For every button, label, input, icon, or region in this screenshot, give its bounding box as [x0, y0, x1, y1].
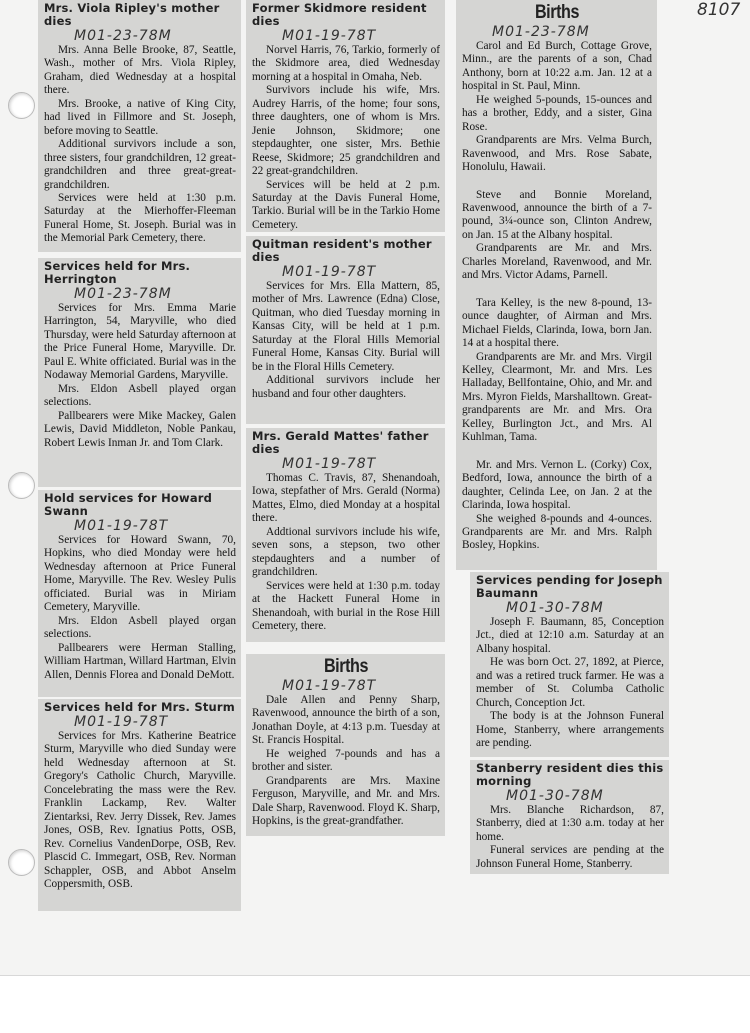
clipping-headline: Quitman resident's mother dies	[252, 237, 432, 264]
handwritten-code: M01-19-78T	[74, 518, 169, 534]
clipping-paragraph: Thomas C. Travis, 87, Shenandoah, Iowa, stepfather of Mrs. Gerald (Norma) Mattes, Elmo, died Monday at a hospital there.	[252, 472, 440, 525]
clipping-paragraph: Grandparents are Mrs. Velma Burch, Ravenwood, and Mrs. Rose Sabate, Honolulu, Hawaii.	[462, 134, 652, 174]
clipping-paragraph: Pallbearers were Herman Stalling, William Hartman, Willard Hartman, Elvin Allen, Dennis Florea and Donald DeMott.	[44, 641, 236, 681]
clipping-headline: Former Skidmore resident dies	[252, 1, 427, 28]
clipping-headline: Services pending for Joseph Baumann	[476, 573, 663, 600]
handwritten-code: M01-19-78T	[282, 28, 377, 44]
clipping-headline: Mrs. Gerald Mattes' father dies	[252, 429, 429, 456]
handwritten-code: M01-23-78M	[74, 286, 172, 302]
clipping-paragraph: The body is at the Johnson Funeral Home, Stanberry, where arrangements are pending.	[476, 710, 664, 750]
clipping-paragraph: Services for Mrs. Emma Marie Harrington, 54, Maryville, who died Thursday, were held Saturday afternoon at the Price Funeral Home, Maryville. Dr. Paul E. White officiated. Burial was in the Nodaway Memorial Gardens, Maryville.	[44, 302, 236, 382]
obituary-clipping	[38, 0, 241, 252]
clipping-paragraph: Services were held at 1:30 p.m. Saturday at the Mierhoffer-Fleeman Funeral Home, St. Joseph. Burial was in the Memorial Park Cemetery, there.	[44, 191, 236, 245]
clipping-paragraph: He was born Oct. 27, 1892, at Pierce, and was a retired truck farmer. He was a member of St. Columba Catholic Church, Conception Jct.	[476, 656, 664, 709]
handwritten-code: M01-19-78T	[282, 456, 377, 472]
obituary-clipping	[246, 0, 445, 232]
clipping-paragraph: Carol and Ed Burch, Cottage Grove, Minn., are the parents of a son, Chad Anthony, born at 10:22 a.m. Jan. 12 at a hospital in St. Paul, Minn.	[462, 40, 652, 93]
clipping-paragraph: Mrs. Brooke, a native of King City, had lived in Fillmore and St. Joseph, before moving to Seattle.	[44, 97, 236, 137]
clipping-headline: Births	[534, 2, 580, 23]
clipping-paragraph: He weighed 7-pounds and has a brother and sister.	[252, 747, 440, 774]
obituary-clipping	[246, 236, 445, 424]
obituary-clipping	[38, 490, 241, 697]
clipping-paragraph: Tara Kelley, is the new 8-pound, 13-ounce daughter, of Airman and Mrs. Michael Fields, Clarinda, Iowa, born Jan. 14 at a hospital there.	[462, 296, 652, 350]
clipping-paragraph: Mrs. Anna Belle Brooke, 87, Seattle, Wash., mother of Mrs. Viola Ripley, Graham, died Wednesday at a hospital there.	[44, 44, 236, 97]
obituary-clipping	[470, 760, 669, 874]
handwritten-code: M01-23-78M	[74, 28, 172, 44]
obituary-clipping	[246, 654, 445, 836]
clipping-paragraph: Mrs. Eldon Asbell played organ selections.	[44, 614, 236, 641]
clipping-headline: Births	[323, 656, 369, 677]
clipping-paragraph: Addtional survivors include his wife, seven sons, a stepson, two other stepdaughters and a number of grandchildren.	[252, 525, 440, 579]
clipping-paragraph: Survivors include his wife, Mrs. Audrey Harris, of the home; four sons, three daughters, one of whom is Mrs. Jenie Johnson, Skidmore; one stepdaughter, one sister, Mrs. Bethie Reese, Skidmore; 25 grandchildren and 22 great-grandchildren.	[252, 84, 440, 178]
binder-hole	[8, 472, 35, 499]
clipping-paragraph: Dale Allen and Penny Sharp, Ravenwood, announce the birth of a son, Jonathan Doyle, at 4:13 p.m. Tuesday at St. Francis Hospital.	[252, 694, 440, 747]
clipping-paragraph: Norvel Harris, 76, Tarkio, formerly of the Skidmore area, died Wednesday morning at a hospital in Omaha, Neb.	[252, 44, 440, 83]
clipping-headline: Mrs. Viola Ripley's mother dies	[44, 1, 220, 28]
obituary-clipping	[246, 428, 445, 642]
handwritten-code: M01-19-78T	[282, 264, 377, 280]
clipping-paragraph: Services were held at 1:30 p.m. today at the Hackett Funeral Home in Shenandoah, with burial in the Rose Hill Cemetery, there.	[252, 579, 440, 632]
clipping-paragraph: Funeral services are pending at the Johnson Funeral Home, Stanberry.	[476, 844, 664, 870]
clipping-paragraph: Grandparents are Mr. and Mrs. Virgil Kelley, Clearmont, Mr. and Mrs. Les Halladay, Bellfontaine, Ohio, and Mr. and Mrs. Myron Fields, Marshalltown. Great-grandparents are Mr. and Mrs. Ora Kelley, Burlington Jct., and Mrs. Al Kuhlman, Tama.	[462, 350, 652, 444]
clipping-paragraph: Pallbearers were Mike Mackey, Galen Lewis, David Middleton, Noble Pankau, Robert Lewis Inman Jr. and Tom Clark.	[44, 409, 236, 449]
clipping-paragraph: She weighed 8-pounds and 4-ounces. Grandparents are Mr. and Mrs. Ralph Bosley, Hopkins.	[462, 512, 652, 552]
clipping-paragraph: Joseph F. Baumann, 85, Conception Jct., died at 12:10 a.m. Saturday at an Albany hospital.	[476, 616, 664, 655]
obituary-clipping	[470, 572, 669, 757]
clipping-paragraph: Additional survivors include a son, three sisters, four grandchildren, 12 great-grandchildren and three great-great-grandchildren.	[44, 138, 236, 191]
handwritten-code: M01-23-78M	[492, 24, 590, 40]
clipping-paragraph: Grandparents are Mrs. Maxine Ferguson, Maryville, and Mr. and Mrs. Dale Sharp, Ravenwood. Floyd K. Sharp, Hopkins, is the great-grandfather.	[252, 774, 440, 828]
clipping-paragraph: Services will be held at 2 p.m. Saturday at the Davis Funeral Home, Tarkio. Burial will be in the Tarkio Home Cemetery.	[252, 178, 440, 231]
clipping-paragraph: Services for Mrs. Katherine Beatrice Sturm, Maryville who died Sunday were held Wednesday afternoon at St. Gregory's Catholic Church, Maryville. Concelebrating the mass were the Rev. Franklin Lackamp, Rev. Walter Zientarksi, Rev. Jerry Dissek, Rev. James Jones, OSB, Rev. Ignatius Potts, OSB, Rev. Cornelius VandenDorpe, OSB, Rev. Plascid C. Immegart, OSB, Rev. Norman Schappler, OSB, and Abbot Anselm Coppersmith, OSB.	[44, 730, 236, 890]
clipping-paragraph: Additional survivors include her husband and four other daughters.	[252, 374, 440, 400]
clipping-paragraph: Services for Howard Swann, 70, Hopkins, who died Monday were held Wednesday afternoon at Price Funeral Home, Maryville. The Rev. Wesley Pulis officiated. Burial was in Miriam Cemetery, Maryville.	[44, 534, 236, 614]
obituary-clipping	[38, 699, 241, 911]
handwritten-code: M01-30-78M	[506, 600, 604, 616]
clipping-paragraph: He weighed 5-pounds, 15-ounces and has a brother, Eddy, and a sister, Gina Rose.	[462, 93, 652, 133]
handwritten-code: M01-30-78M	[506, 788, 604, 804]
page-number: 8107	[697, 0, 741, 20]
clipping-paragraph: Mrs. Blanche Richardson, 87, Stanberry, died at 1:30 a.m. today at her home.	[476, 804, 664, 843]
clipping-paragraph: Mr. and Mrs. Vernon L. (Corky) Cox, Bedford, Iowa, announce the birth of a daughter, Celinda Lee, on Jan. 2 at the Clarinda, Iowa hospital.	[462, 458, 652, 512]
clipping-paragraph: Services for Mrs. Ella Mattern, 85, mother of Mrs. Lawrence (Edna) Close, Quitman, who died Tuesday morning in Kansas City, will be held at 1 p.m. Saturday at the Floral Hills Memorial Funeral Home, Kansas City. Burial will be in the Floral Hills Cemetery.	[252, 280, 440, 373]
handwritten-code: M01-19-78T	[282, 678, 377, 694]
binder-hole	[8, 92, 35, 119]
clipping-headline: Hold services for Howard Swann	[44, 491, 213, 518]
handwritten-code: M01-19-78T	[74, 714, 169, 730]
clipping-paragraph: Grandparents are Mr. and Mrs. Charles Moreland, Ravenwood, and Mr. and Mrs. Victor Adams, Parnell.	[462, 242, 652, 282]
clipping-paragraph: Mrs. Eldon Asbell played organ selections.	[44, 382, 236, 409]
obituary-clipping	[456, 0, 657, 570]
clipping-headline: Stanberry resident dies this morning	[476, 761, 664, 788]
clipping-headline: Services held for Mrs. Sturm	[44, 700, 235, 714]
binder-hole	[8, 849, 35, 876]
clipping-paragraph: Steve and Bonnie Moreland, Ravenwood, announce the birth of a 7-pound, 3¼-ounce son, Clinton Andrew, on Jan. 15 at the Albany hospital.	[462, 188, 652, 241]
clipping-headline: Services held for Mrs. Herrington	[44, 259, 191, 286]
obituary-clipping	[38, 258, 241, 487]
